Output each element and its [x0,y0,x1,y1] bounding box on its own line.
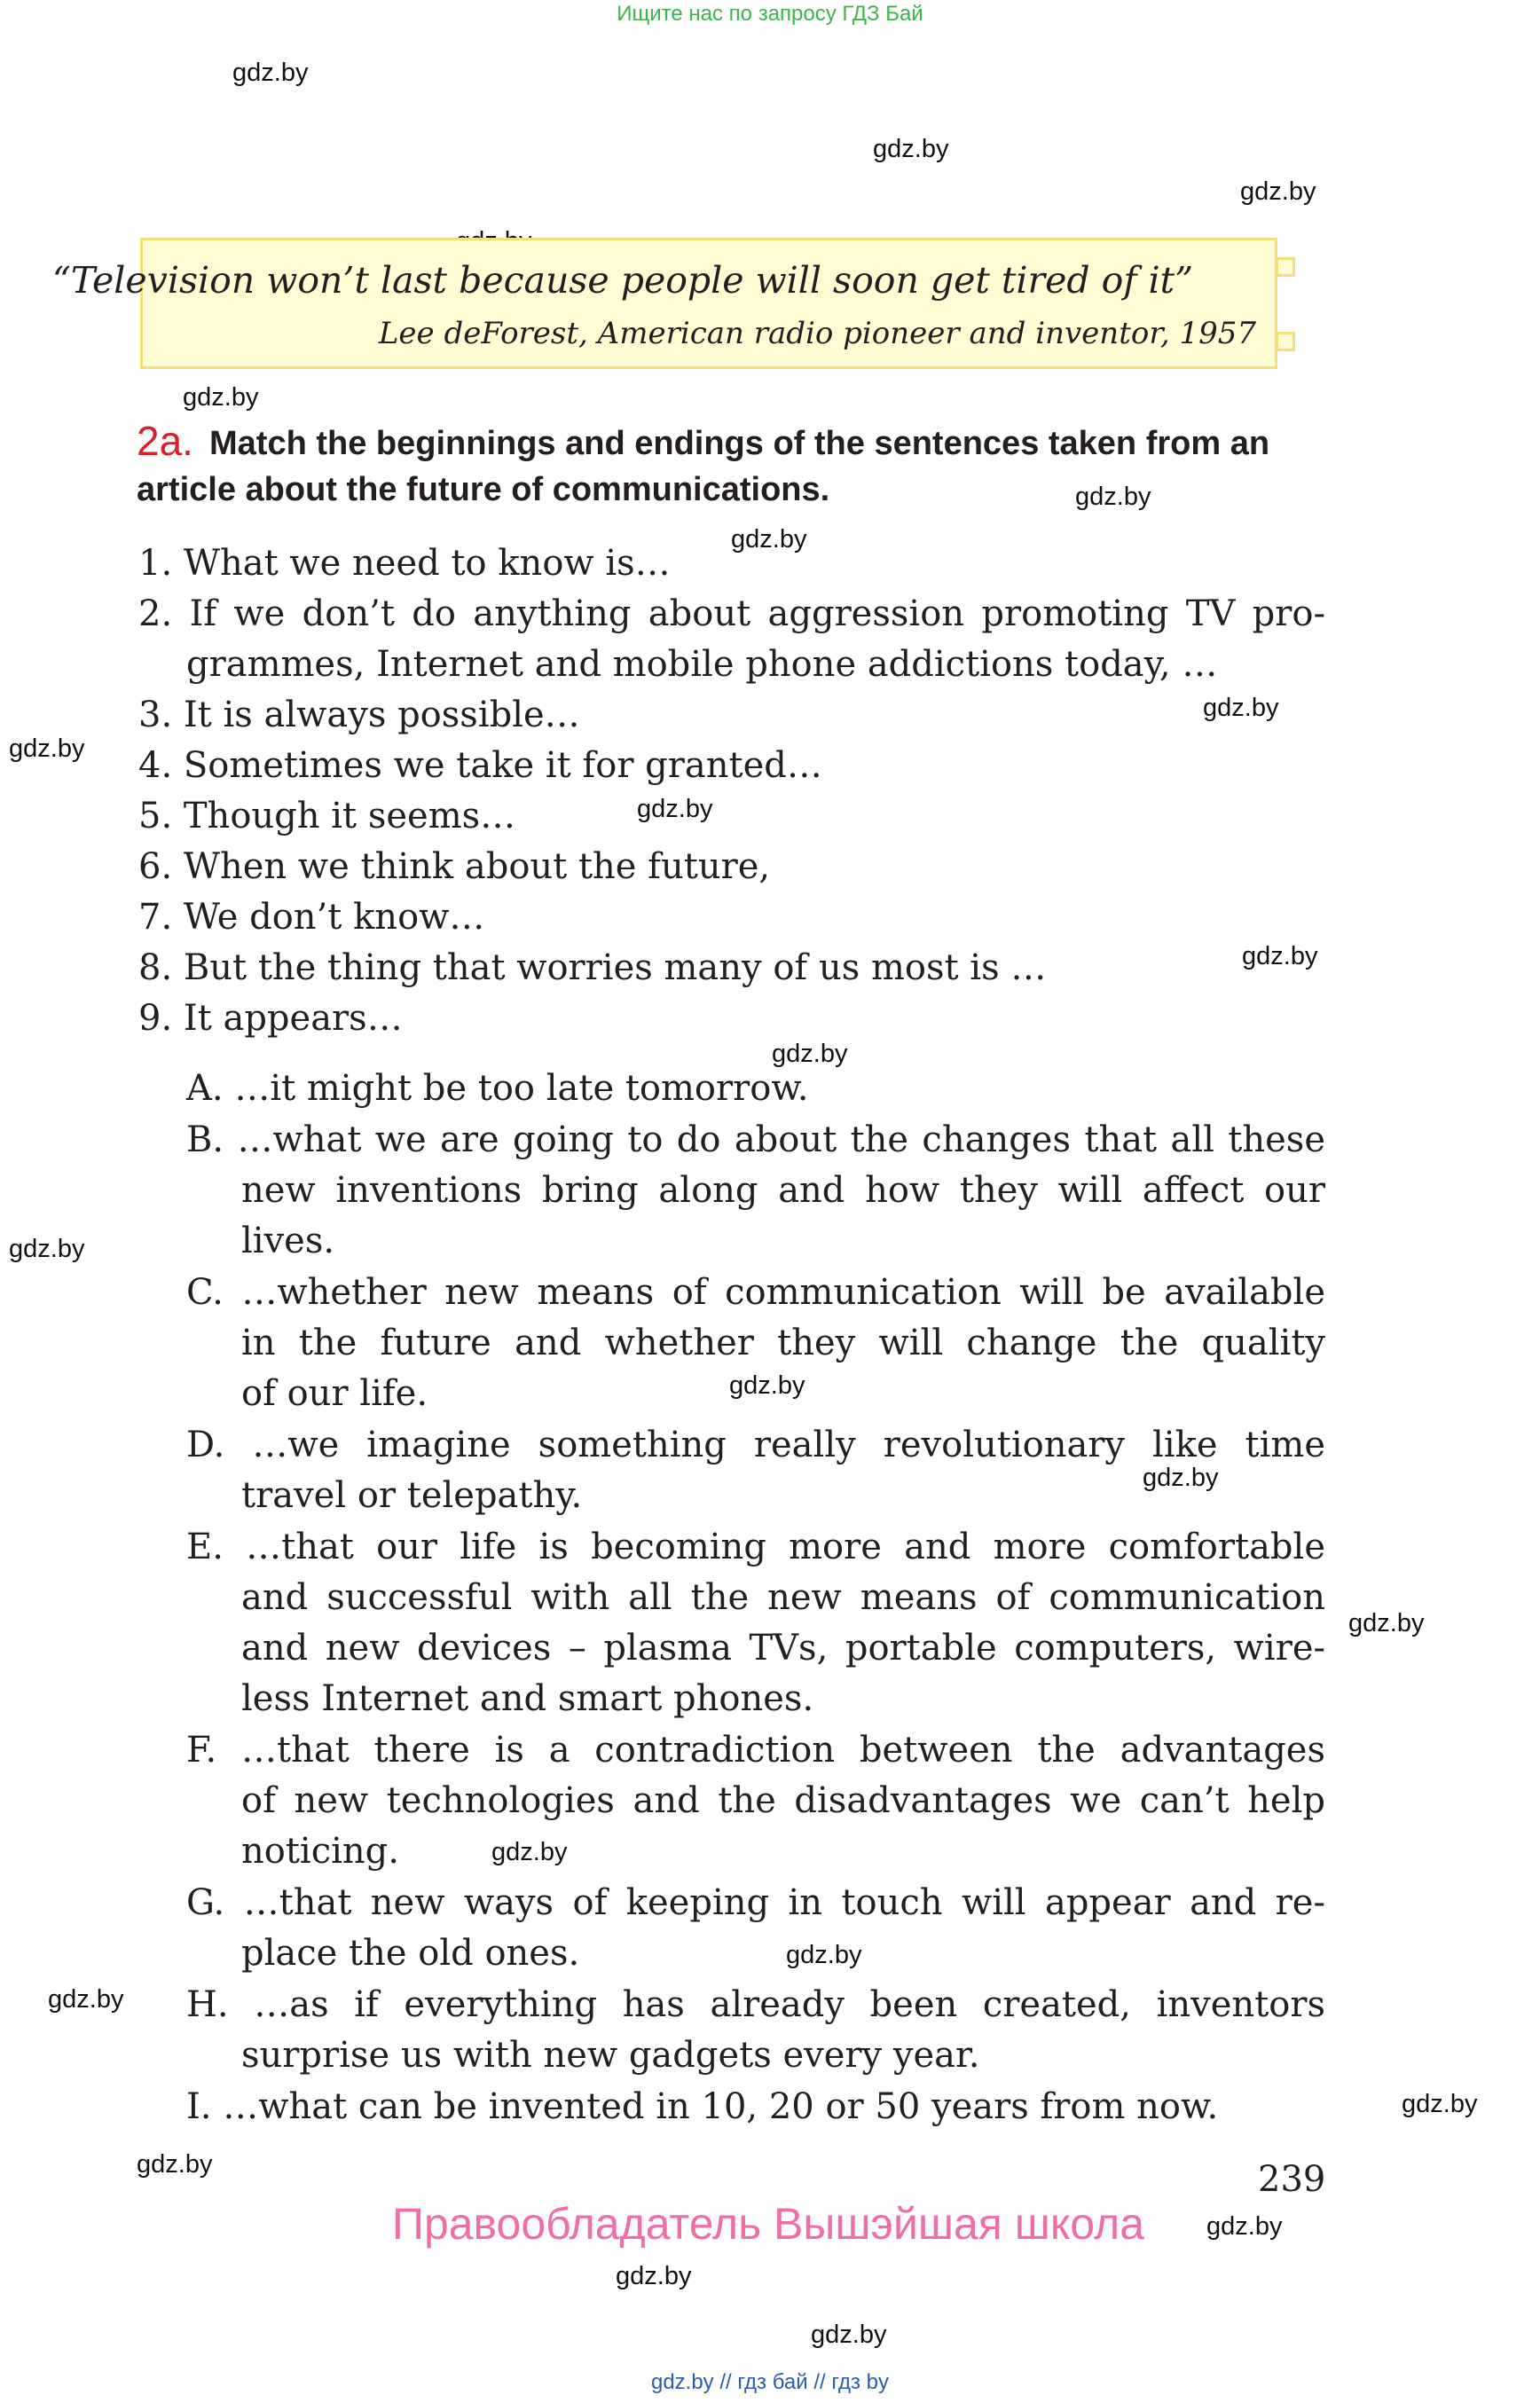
watermark: gdz.by [137,2150,213,2179]
watermark: gdz.by [1206,2212,1283,2241]
ending-item: E. …that our life is becoming more and more comfortable [186,1527,1325,1567]
beginning-item: 6. When we think about the future, [138,846,771,887]
ending-item-continued: travel or telepathy. [241,1475,583,1516]
quote-frame-corner [1276,257,1295,277]
watermark: gdz.by [9,1235,85,1263]
ending-item-continued: less Internet and smart phones. [241,1678,814,1719]
ending-item-continued: lives. [241,1221,335,1261]
watermark: gdz.by [232,59,309,87]
watermark: gdz.by [729,1371,805,1400]
ending-item: A. …it might be too late tomorrow. [186,1068,809,1109]
watermark: gdz.by [637,795,713,823]
ending-item: F. …that there is a contradiction between the advantages [186,1730,1325,1771]
ending-item-continued: of our life. [241,1373,428,1414]
ending-item: G. …that new ways of keeping in touch will appear and re- [186,1882,1325,1923]
ending-item: I. …what can be invented in 10, 20 or 50 years from now. [186,2086,1219,2127]
watermark: gdz.by [491,1838,568,1866]
beginning-item: 4. Sometimes we take it for granted… [138,745,822,786]
watermark: gdz.by [1242,942,1318,970]
watermark: gdz.by [731,525,807,554]
watermark: gdz.by [48,1985,124,2014]
watermark: gdz.by [786,1941,862,1969]
copyright-owner: Правообладатель Вышэйшая школа [392,2199,1144,2249]
quote-text: “Television won’t last because people will soon get tired of it” [51,259,1194,302]
ending-item-continued: noticing. [241,1831,399,1872]
beginning-item: 8. But the thing that worries many of us most is … [138,947,1047,988]
ending-item-continued: and successful with all the new means of communication [241,1577,1325,1618]
ending-item-continued: in the future and whether they will change the quality [241,1323,1325,1363]
watermark: gdz.by [1348,1609,1425,1637]
top-search-notice: Ищите нас по запросу ГДЗ Бай [617,2,923,26]
ending-item-continued: and new devices – plasma TVs, portable computers, wire- [241,1628,1325,1669]
page-number: 239 [1258,2159,1326,2200]
watermark: gdz.by [1143,1464,1219,1492]
watermark: gdz.by [183,383,259,412]
ending-item: D. …we imagine something really revolutionary like time [186,1425,1325,1465]
task-number: 2a. [137,418,193,464]
task-instruction: Match the beginnings and endings of the sentences taken from an article about the future of communications. [137,425,1270,508]
watermark: gdz.by [1240,177,1316,206]
quote-frame-corner [1276,332,1295,351]
beginning-item: 3. It is always possible… [138,695,580,735]
watermark: gdz.by [616,2262,692,2290]
quote-author: Lee deForest, American radio pioneer and inventor, 1957 [378,316,1256,351]
beginning-item-continued: grammes, Internet and mobile phone addictions today, … [186,644,1218,685]
beginning-item: 5. Though it seems… [138,796,516,836]
ending-item: C. …whether new means of communication will be available [186,1272,1325,1313]
ending-item: H. …as if everything has already been created, inventors [186,1984,1325,2025]
watermark: gdz.by [1075,483,1151,511]
ending-item: B. …what we are going to do about the changes that all these [186,1119,1325,1160]
ending-item-continued: place the old ones. [241,1933,580,1974]
watermark: gdz.by [811,2321,887,2349]
beginning-item: 1. What we need to know is… [138,543,671,584]
watermark: gdz.by [873,135,949,163]
ending-item-continued: new inventions bring along and how they will affect our [241,1170,1325,1211]
ending-item-continued: surprise us with new gadgets every year. [241,2035,980,2076]
beginning-item: 7. We don’t know… [138,897,485,938]
ending-item-continued: of new technologies and the disadvantages we can’t help [241,1780,1325,1821]
beginning-item: 2. If we don’t do anything about aggression promoting TV pro- [138,593,1325,634]
beginning-item: 9. It appears… [138,998,403,1039]
watermark: gdz.by [1203,694,1279,722]
footer-links[interactable]: gdz.by // гдз бай // гдз by [650,2370,890,2394]
watermark: gdz.by [9,734,85,763]
watermark: gdz.by [772,1040,848,1068]
watermark: gdz.by [1402,2090,1478,2118]
